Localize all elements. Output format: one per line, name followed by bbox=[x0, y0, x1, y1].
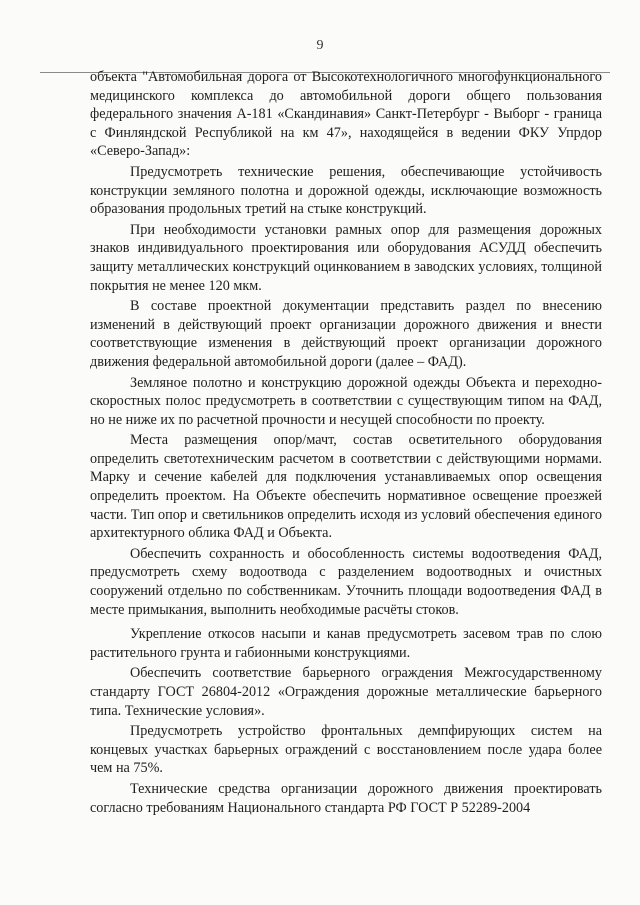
paragraph: Технические средства организации дорожного движения проектировать согласно требованиям Национального стандарта РФ ГОСТ Р 52289-2004 bbox=[90, 780, 602, 816]
paragraph: Обеспечить сохранность и обособленность системы водоотведения ФАД, предусмотреть схему водоотвода с разделением водоотводных и очистных сооружений отдельно по собственникам. Уточнить площади водоотведения ФАД в месте примыкания, выполнить необходимые расчёты стоков. bbox=[90, 545, 602, 618]
paragraph: Предусмотреть устройство фронтальных демпфирующих систем на концевых участках барьерных ограждений с восстановлением после удара более чем на 75%. bbox=[90, 723, 602, 777]
page-number: 9 bbox=[316, 38, 324, 53]
document-body bbox=[90, 68, 602, 819]
paragraph: Обеспечить соответствие барьерного ограждения Межгосударственному стандарту ГОСТ 26804-2012 «Ограждения дорожные металлические барьерного типа. Технические условия». bbox=[90, 665, 602, 719]
paragraph: объекта "Автомобильная дорога от Высокотехнологичного многофункционального медицинского комплекса до автомобильной дороги общего пользования федерального значения А-181 «Скандинавия» Санкт-Петербург - Выборг - граница с Финляндской Республикой на км 47», находящейся в ведении ФКУ Упрдор «Северо-Запад»: bbox=[90, 69, 602, 160]
paragraph: В составе проектной документации представить раздел по внесению изменений в действующий проект организации дорожного движения и внести соответствующие изменения в действующий проект организации дорожного движения федеральной автомобильной дороги (далее – ФАД). bbox=[90, 298, 602, 370]
paragraph: Земляное полотно и конструкцию дорожной одежды Объекта и переходно-скоростных полос предусмотреть в соответствии с существующим типом на ФАД, но не ниже их по расчетной прочности и несущей способности по проекту. bbox=[90, 374, 602, 428]
paragraph: Предусмотреть технические решения, обеспечивающие устойчивость конструкции земляного полотна и дорожной одежды, исключающие возможность образования продольных третий на стыке конструкций. bbox=[90, 163, 602, 218]
paragraph: При необходимости установки рамных опор для размещения дорожных знаков индивидуального проектирования или оборудования АСУДД обеспечить защиту металлических конструкций оцинкованием в заводских условиях, толщиной покрытия не менее 120 мкм. bbox=[90, 221, 602, 294]
paragraph: Укрепление откосов насыпи и канав предусмотреть засевом трав по слою растительного грунта и габионными конструкциями. bbox=[90, 626, 602, 661]
paragraph: Места размещения опор/мачт, состав осветительного оборудования определить светотехническим расчетом в соответствии с действующими нормами. Марку и сечение кабелей для подключения устанавливаемых опор освещения определить проектом. На Объекте обеспечить нормативное освещение проезжей части. Тип опор и светильников определить исходя из условий обеспечения единого архитектурного облика ФАД и Объекта. bbox=[90, 432, 602, 542]
